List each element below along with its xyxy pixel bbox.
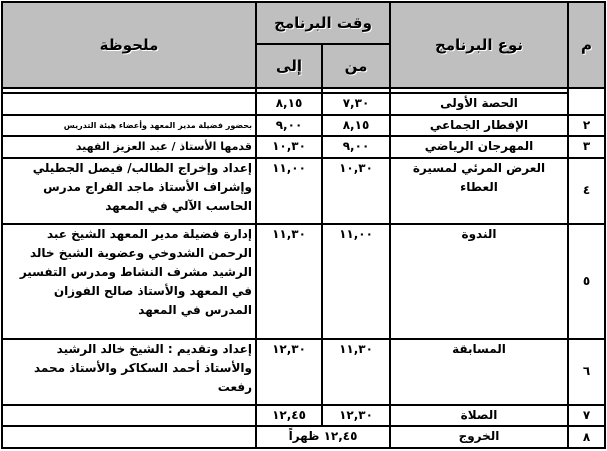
row-4-note: إعداد وإخراج الطالب/ فيصل الجطيلي وإشراف الأستاذ ماجد الفراج مدرس الحاسب الآلي في المعهد: [2, 158, 256, 224]
row-5-type: الندوة: [390, 224, 568, 339]
row-2-to: ٩,٠٠: [256, 115, 322, 136]
row-7-type: الصلاة: [390, 405, 568, 426]
row-6-from: ١١,٣٠: [322, 339, 390, 405]
row-2-from: ٨,١٥: [322, 115, 390, 136]
row-6-to: ١٢,٣٠: [256, 339, 322, 405]
row-1-from: ٧,٣٠: [322, 93, 390, 114]
header-program-type: نوع البرنامج: [390, 2, 568, 88]
table-row: [2, 224, 605, 339]
row-5-from: ١١,٠٠: [322, 224, 390, 339]
row-6-num: ٦: [568, 339, 605, 405]
header-program-time: وقت البرنامج: [256, 2, 390, 44]
row-1-note: [2, 93, 256, 114]
table-row: [2, 93, 605, 114]
row-3-num: ٣: [568, 136, 605, 157]
row-8-time: ١٢,٤٥ ظهراً: [256, 426, 390, 448]
table-row: [2, 158, 605, 224]
header-from: من: [322, 44, 390, 88]
table-row: [2, 426, 605, 448]
row-2-num: ٢: [568, 115, 605, 136]
row-3-type: المهرجان الرياضي: [390, 136, 568, 157]
row-4-from: ١٠,٣٠: [322, 158, 390, 224]
table-row: [2, 405, 605, 426]
row-5-note: إدارة فضيلة مدير المعهد الشيخ عبد الرحمن الشدوخي وعضوية الشيخ خالد الرشيد مشرف النشاط ومدرس التفسير في المعهد والأستاذ صالح الفوزان المدرس في المعهد: [2, 224, 256, 339]
table-row: [2, 136, 605, 157]
row-4-to: ١١,٠٠: [256, 158, 322, 224]
row-3-to: ١٠,٣٠: [256, 136, 322, 157]
row-6-note: إعداد وتقديم : الشيخ خالد الرشيد والأستاذ أحمد السكاكر والأستاذ محمد رفعت: [2, 339, 256, 405]
row-6-type: المسابقة: [390, 339, 568, 405]
row-8-note: [2, 426, 256, 448]
row-5-to: ١١,٣٠: [256, 224, 322, 339]
row-7-to: ١٢,٤٥: [256, 405, 322, 426]
program-schedule-table: [1, 1, 606, 449]
header-note: ملحوظة: [2, 2, 256, 88]
row-7-num: ٧: [568, 405, 605, 426]
table-row: [2, 115, 605, 136]
row-7-note: [2, 405, 256, 426]
row-8-type: الخروج: [390, 426, 568, 448]
row-8-num: ٨: [568, 426, 605, 448]
row-1-type: الحصة الأولى: [390, 93, 568, 114]
header-to: إلى: [256, 44, 322, 88]
row-2-type: الإفطار الجماعي: [390, 115, 568, 136]
row-7-from: ١٢,٣٠: [322, 405, 390, 426]
row-4-num: ٤: [568, 158, 605, 224]
row-3-from: ٩,٠٠: [322, 136, 390, 157]
row-2-note: بحضور فضيلة مدير المعهد وأعضاء هيئة التدريس: [2, 115, 256, 136]
row-4-type: العرض المرئي لمسيرة العطاء: [390, 158, 568, 224]
row-1-num: [568, 88, 605, 115]
row-3-note: قدمها الأستاذ / عبد العزيز الفهيد: [2, 136, 256, 157]
table-row: [2, 339, 605, 405]
row-5-num: ٥: [568, 224, 605, 339]
header-num: م: [568, 2, 605, 88]
row-1-to: ٨,١٥: [256, 93, 322, 114]
